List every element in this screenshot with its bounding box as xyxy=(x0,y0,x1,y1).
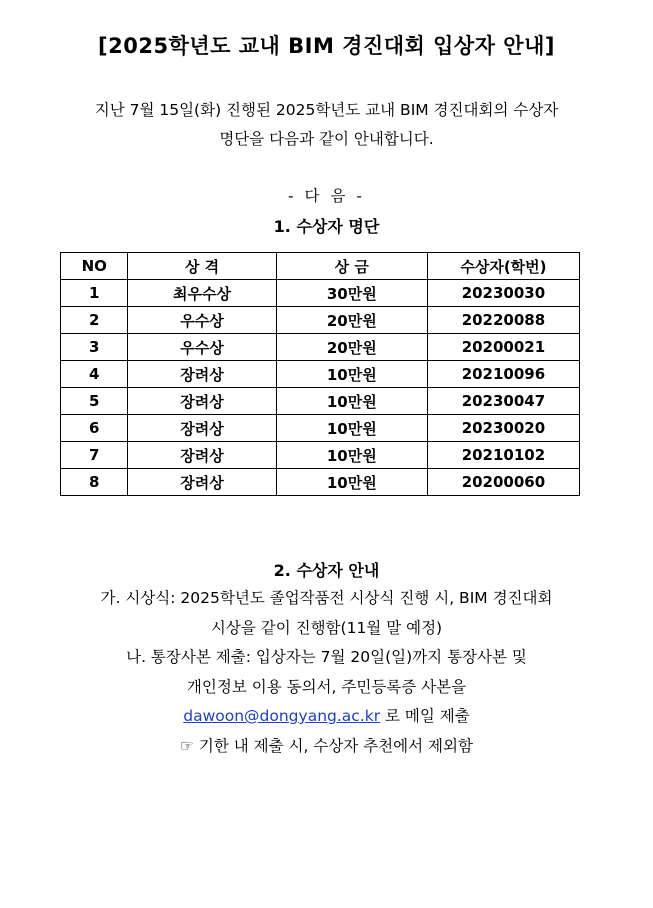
cell-prize: 10만원 xyxy=(276,415,427,442)
cell-student-id: 20200060 xyxy=(427,469,579,496)
cell-no: 6 xyxy=(61,415,128,442)
cell-award: 우수상 xyxy=(128,334,276,361)
table-header-row xyxy=(61,253,580,280)
cell-award: 우수상 xyxy=(128,307,276,334)
section-1-title: 1. 수상자 명단 xyxy=(273,217,380,236)
cell-student-id: 20230020 xyxy=(427,415,579,442)
header-no: NO xyxy=(61,253,128,280)
cell-prize: 10만원 xyxy=(276,442,427,469)
cell-prize: 20만원 xyxy=(276,334,427,361)
cell-award: 장려상 xyxy=(128,442,276,469)
cell-no: 2 xyxy=(61,307,128,334)
cell-prize: 20만원 xyxy=(276,307,427,334)
cell-prize: 30만원 xyxy=(276,280,427,307)
table-row xyxy=(61,442,580,469)
cell-award: 장려상 xyxy=(128,388,276,415)
table-row xyxy=(61,469,580,496)
header-student-id: 수상자(학번) xyxy=(427,253,579,280)
cell-no: 8 xyxy=(61,469,128,496)
cell-no: 4 xyxy=(61,361,128,388)
cell-no: 5 xyxy=(61,388,128,415)
email-link[interactable]: dawoon@dongyang.ac.kr xyxy=(183,707,381,725)
intro-line-1: 지난 7월 15일(화) 진행된 2025학년도 교내 BIM 경진대회의 수상자 xyxy=(94,101,559,119)
cell-no: 7 xyxy=(61,442,128,469)
info-line-5 xyxy=(10,702,643,732)
table-row xyxy=(61,361,580,388)
info-line-3: 나. 통장사본 제출: 입상자는 7월 20일(일)까지 통장사본 및 xyxy=(126,648,527,666)
cell-student-id: 20220088 xyxy=(427,307,579,334)
header-award: 상 격 xyxy=(128,253,276,280)
info-line-1: 가. 시상식: 2025학년도 졸업작품전 시상식 진행 시, BIM 경진대회 xyxy=(100,589,553,607)
info-line-2: 시상을 같이 진행함(11월 말 예정) xyxy=(210,618,443,637)
cell-award: 장려상 xyxy=(128,469,276,496)
cell-student-id: 20210096 xyxy=(427,361,579,388)
cell-prize: 10만원 xyxy=(276,469,427,496)
table-row xyxy=(61,388,580,415)
table-row xyxy=(61,334,580,361)
awards-table xyxy=(60,252,580,496)
divider-label: - 다 음 - xyxy=(288,187,365,205)
table-row xyxy=(61,307,580,334)
table-row xyxy=(61,415,580,442)
page-title: [2025학년도 교내 BIM 경진대회 입상자 안내] xyxy=(98,34,555,58)
cell-student-id: 20230047 xyxy=(427,388,579,415)
cell-prize: 10만원 xyxy=(276,388,427,415)
cell-student-id: 20210102 xyxy=(427,442,579,469)
cell-award: 장려상 xyxy=(128,415,276,442)
cell-student-id: 20200021 xyxy=(427,334,579,361)
deadline-note: 기한 내 제출 시, 수상자 추천에서 제외함 xyxy=(193,736,473,755)
pointing-hand-icon: ☞ xyxy=(180,736,194,755)
cell-no: 1 xyxy=(61,280,128,307)
cell-student-id: 20230030 xyxy=(427,280,579,307)
cell-award: 장려상 xyxy=(128,361,276,388)
section-2-title: 2. 수상자 안내 xyxy=(273,561,380,580)
info-line-6 xyxy=(10,732,643,762)
cell-no: 3 xyxy=(61,334,128,361)
table-row xyxy=(61,280,580,307)
cell-prize: 10만원 xyxy=(276,361,427,388)
info-line-4: 개인정보 이용 동의서, 주민등록증 사본을 xyxy=(186,677,467,696)
email-suffix: 로 메일 제출 xyxy=(380,707,470,725)
award-info-block xyxy=(10,584,643,761)
intro-paragraph xyxy=(20,96,633,154)
cell-award: 최우수상 xyxy=(128,280,276,307)
intro-line-2: 명단을 다음과 같이 안내합니다. xyxy=(219,130,434,148)
header-prize: 상 금 xyxy=(276,253,427,280)
